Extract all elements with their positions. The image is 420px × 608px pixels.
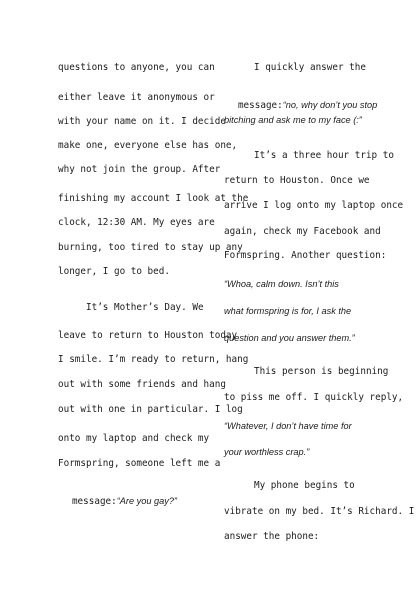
left-line-6: finishing my account I look at the [58, 193, 249, 204]
left-line-10: It’s Mother’s Day. We [86, 302, 204, 313]
left-line-1: questions to anyone, you can [58, 62, 215, 73]
left-line-9: longer, I go to bed. [58, 266, 170, 277]
right-line-4: It’s a three hour trip to [254, 150, 394, 161]
right-line-8: Formspring. Another question: [224, 250, 387, 261]
right-line-10: what formspring is for, I ask the [224, 306, 352, 316]
right-line-1: I quickly answer the [254, 62, 366, 73]
right-line-3: bitching and ask me to my face (:” [224, 115, 362, 125]
right-line-12: This person is beginning [254, 366, 389, 377]
left-line-3: with your name on it. I decide [58, 116, 226, 127]
left-line-17 [58, 483, 177, 520]
right-line-15: your worthless crap.” [224, 447, 310, 457]
left-line-4: make one, everyone else has one, [58, 140, 238, 151]
left-line-2: either leave it anonymous or [58, 92, 215, 103]
right-line-16: My phone begins to [254, 480, 355, 491]
right-line-18: answer the phone: [224, 531, 320, 542]
message-prefix: message: [71, 496, 117, 507]
left-line-12: I smile. I’m ready to return, hang [58, 354, 249, 365]
right-line-14: “Whatever, I don’t have time for [224, 421, 352, 431]
quoted-message: “no, why don’t you stop [282, 100, 378, 110]
right-line-17: vibrate on my bed. It’s Richard. I [224, 506, 415, 517]
left-line-11: leave to return to Houston today [58, 330, 238, 341]
left-line-15: onto my laptop and check my [58, 433, 210, 444]
left-line-7: clock, 12:30 AM. My eyes are [58, 217, 215, 228]
right-line-9: “Whoa, calm down. Isn’t this [224, 279, 339, 289]
left-line-8: burning, too tired to stay up any [58, 242, 243, 253]
right-line-13: to piss me off. I quickly reply, [224, 392, 404, 403]
right-line-7: again, check my Facebook and [224, 226, 381, 237]
right-line-11: question and you answer them.” [224, 333, 355, 343]
message-prefix: message: [237, 100, 283, 111]
left-line-16: Formspring, someone left me a [58, 458, 221, 469]
left-line-14: out with one in particular. I log [58, 404, 243, 415]
right-line-6: arrive I log onto my laptop once [224, 200, 404, 211]
left-line-5: why not join the group. After [58, 164, 221, 175]
quoted-message: “Are you gay?” [116, 496, 177, 506]
right-line-5: return to Houston. Once we [224, 175, 370, 186]
left-line-13: out with some friends and hang [58, 379, 226, 390]
